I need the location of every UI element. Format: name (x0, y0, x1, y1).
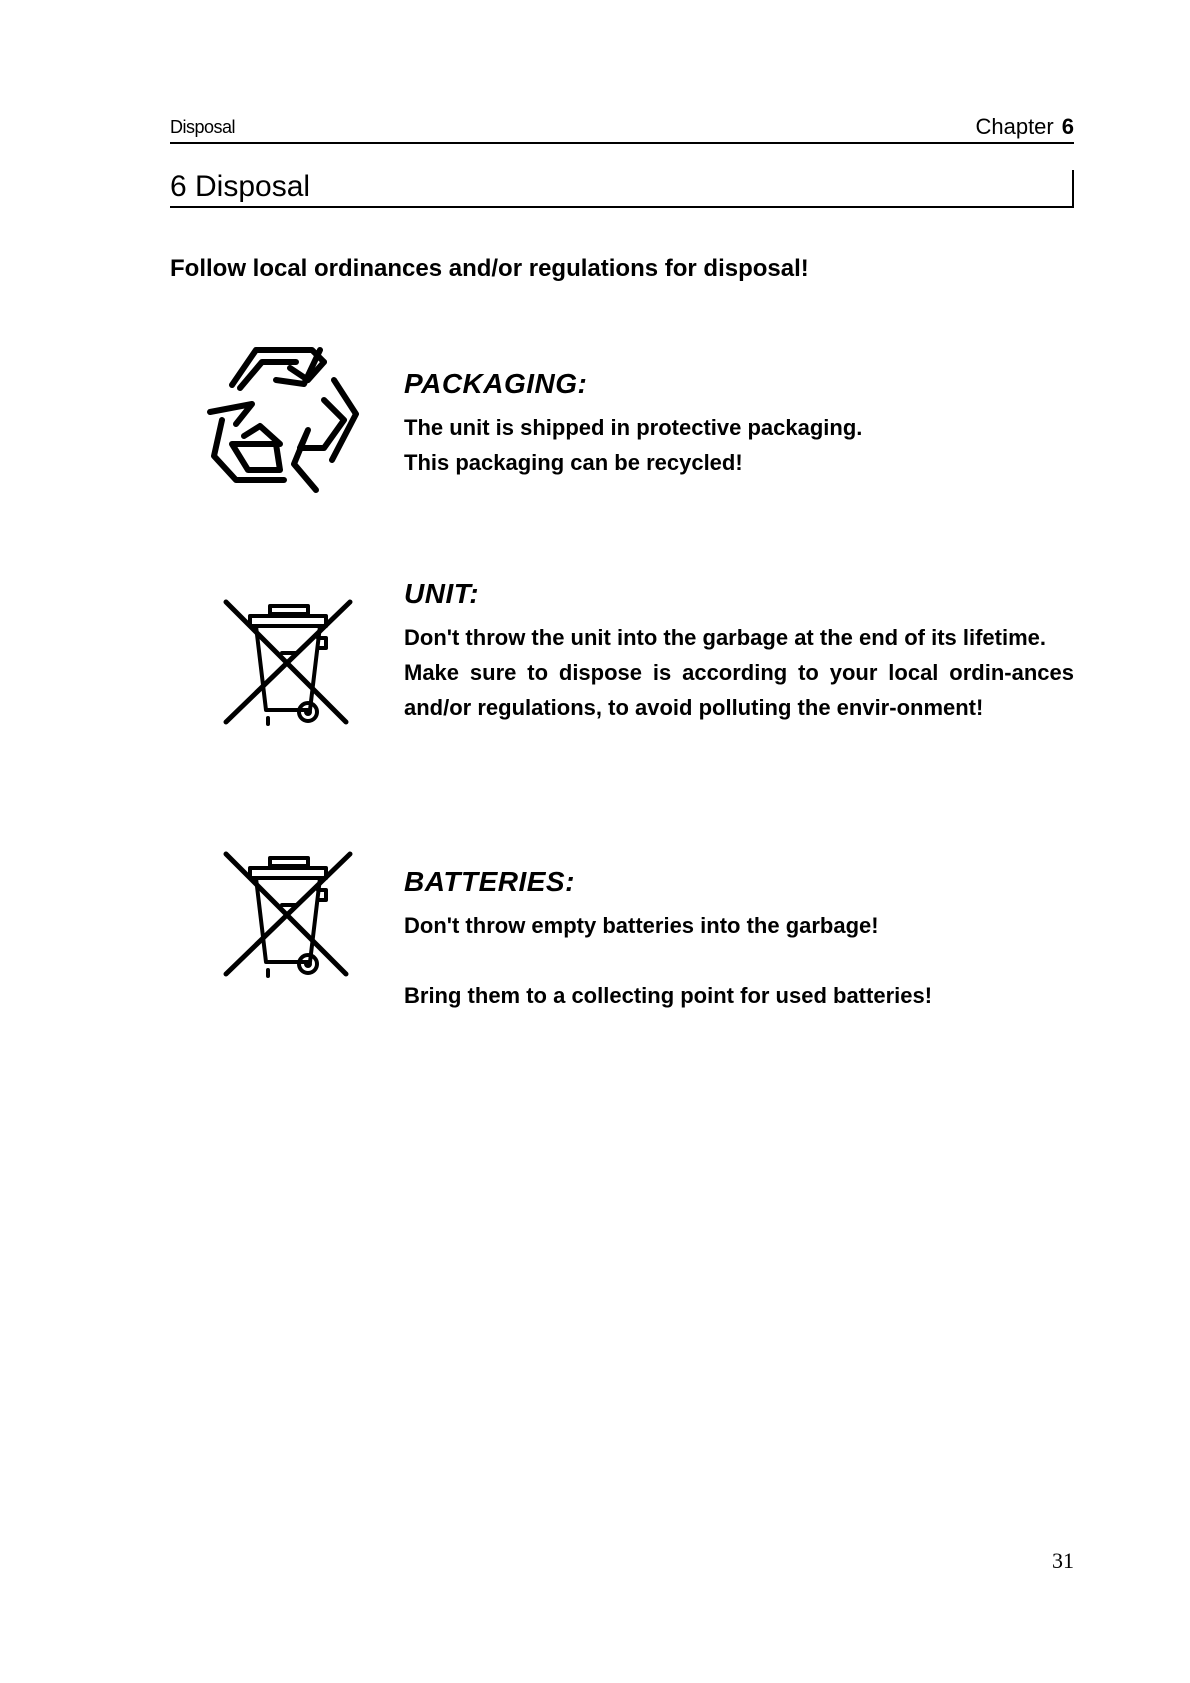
header-chapter (975, 114, 1074, 140)
recycling-icon (204, 340, 364, 500)
packaging-line-2: This packaging can be recycled! (404, 450, 743, 475)
section-packaging (404, 368, 1074, 480)
unit-title: UNIT: (404, 578, 480, 609)
chapter-title-text: 6 Disposal (170, 170, 311, 203)
section-unit (404, 578, 1074, 725)
crossed-out-bin-icon (222, 850, 357, 985)
batteries-line-1: Don't throw empty batteries into the garbage! (404, 913, 879, 938)
packaging-title: PACKAGING: (404, 368, 588, 399)
chapter-title (170, 170, 1074, 208)
packaging-line-1: The unit is shipped in protective packaging. (404, 415, 863, 440)
intro-text: Follow local ordinances and/or regulations for disposal! (170, 255, 809, 282)
batteries-title: BATTERIES: (404, 866, 575, 897)
unit-paragraph-2: Make sure to dispose is according to your local ordin-ances and/or regulations, to avoid polluting the envir-onment! (404, 660, 1074, 720)
header-chapter-number: 6 (1061, 114, 1074, 139)
running-header (170, 112, 1074, 144)
batteries-line-2: Bring them to a collecting point for used batteries! (404, 983, 933, 1008)
unit-paragraph-1: Don't throw the unit into the garbage at the end of its lifetime. (404, 625, 1047, 650)
header-chapter-label: Chapter (975, 114, 1054, 139)
crossed-out-bin-icon (222, 598, 357, 733)
header-section-label: Disposal (170, 117, 236, 137)
page-number: 31 (1052, 1548, 1074, 1573)
section-batteries (404, 866, 1074, 1013)
